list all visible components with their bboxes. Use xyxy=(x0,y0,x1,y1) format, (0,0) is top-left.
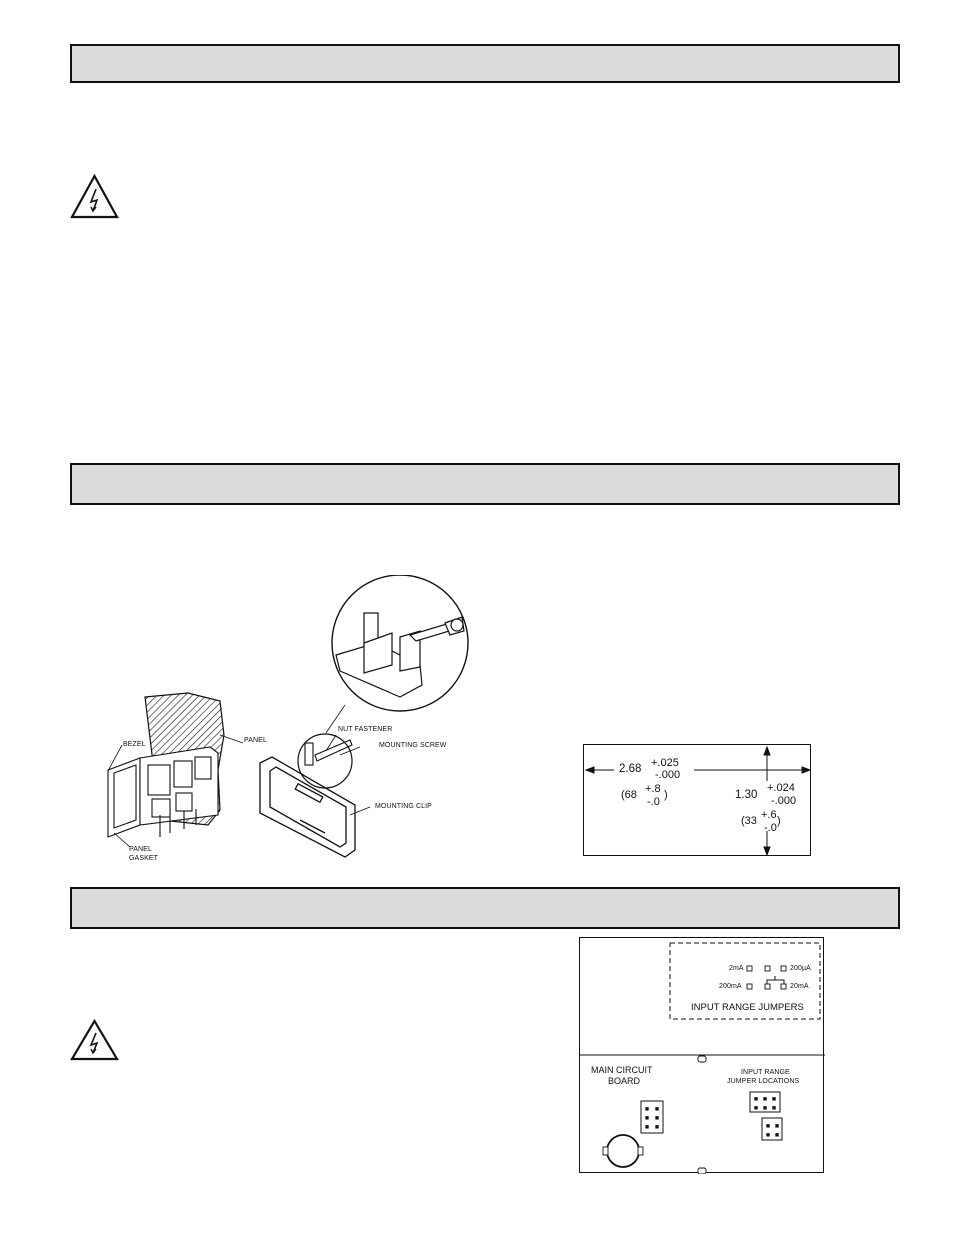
svg-text:■: ■ xyxy=(644,1124,650,1131)
svg-text:■: ■ xyxy=(762,1096,768,1103)
label-panel-gasket-line1: PANEL xyxy=(129,846,152,853)
svg-text:■: ■ xyxy=(771,1096,777,1103)
width-mm-close: ) xyxy=(664,789,668,801)
height-tol-plus: +.024 xyxy=(767,782,795,794)
panel-cutout-diagram xyxy=(583,744,811,856)
width-mm-tol-minus: -.0 xyxy=(647,796,660,808)
section-header-bar-3 xyxy=(70,887,900,929)
jumper-label-200ma: 200mA xyxy=(719,983,742,990)
jumper-locations-label-line1: INPUT RANGE xyxy=(741,1069,790,1076)
svg-text:■: ■ xyxy=(765,1132,771,1139)
svg-text:■: ■ xyxy=(762,1105,768,1112)
section-header-bar-1 xyxy=(70,44,900,83)
svg-text:■: ■ xyxy=(644,1106,650,1113)
installation-illustration xyxy=(100,575,480,875)
electric-shock-warning-icon xyxy=(69,173,120,220)
jumper-block-right-top xyxy=(750,1092,780,1112)
svg-text:■: ■ xyxy=(771,1105,777,1112)
input-range-jumpers-title: INPUT RANGE JUMPERS xyxy=(691,1002,804,1013)
width-tol-minus: -.000 xyxy=(655,769,681,781)
svg-text:■: ■ xyxy=(644,1115,650,1122)
svg-text:■: ■ xyxy=(654,1106,660,1113)
jumper-block-right-bottom xyxy=(762,1118,782,1140)
jumper-block-left xyxy=(641,1101,663,1133)
svg-text:■: ■ xyxy=(753,1096,759,1103)
svg-text:■: ■ xyxy=(774,1132,780,1139)
jumper-label-20ma: 20mA xyxy=(790,983,809,990)
main-circuit-board-label-line2: BOARD xyxy=(608,1076,641,1086)
svg-text:■: ■ xyxy=(654,1115,660,1122)
section-header-bar-2 xyxy=(70,463,900,505)
label-mounting-screw: MOUNTING SCREW xyxy=(379,742,447,749)
height-mm-tol-minus: -.0 xyxy=(764,822,777,834)
main-circuit-board-label-line1: MAIN CIRCUIT xyxy=(591,1065,653,1075)
mounting-screw-small xyxy=(305,740,352,765)
svg-text:■: ■ xyxy=(753,1105,759,1112)
svg-text:■: ■ xyxy=(654,1124,660,1131)
height-mm-close: ) xyxy=(777,815,781,827)
svg-text:■: ■ xyxy=(765,1123,771,1130)
jumper-label-200ua: 200µA xyxy=(790,965,811,972)
label-panel-gasket-line2: GASKET xyxy=(129,855,158,862)
mounting-clip xyxy=(260,757,355,857)
jumper-diagram xyxy=(579,937,824,1173)
width-tol-plus: +.025 xyxy=(651,757,679,769)
height-inches: 1.30 xyxy=(735,789,758,801)
label-bezel: BEZEL xyxy=(123,741,146,748)
label-nut-fastener: NUT FASTENER xyxy=(338,726,393,733)
electric-shock-warning-icon xyxy=(69,1019,120,1061)
battery-icon xyxy=(603,1135,643,1167)
width-mm-open: (68 xyxy=(621,789,637,801)
width-mm-tol-plus: +.8 xyxy=(645,783,661,795)
jumper-locations-label-line2: JUMPER LOCATIONS xyxy=(727,1078,800,1085)
label-mounting-clip: MOUNTING CLIP xyxy=(375,803,432,810)
svg-text:■: ■ xyxy=(774,1123,780,1130)
jumper-label-2ma: 2mA xyxy=(729,965,744,972)
label-panel: PANEL xyxy=(244,737,267,744)
height-mm-tol-plus: +.6 xyxy=(761,809,777,821)
width-inches: 2.68 xyxy=(619,763,642,775)
height-tol-minus: -.000 xyxy=(771,795,797,807)
height-mm-open: (33 xyxy=(741,815,757,827)
board-outline xyxy=(580,938,825,1174)
